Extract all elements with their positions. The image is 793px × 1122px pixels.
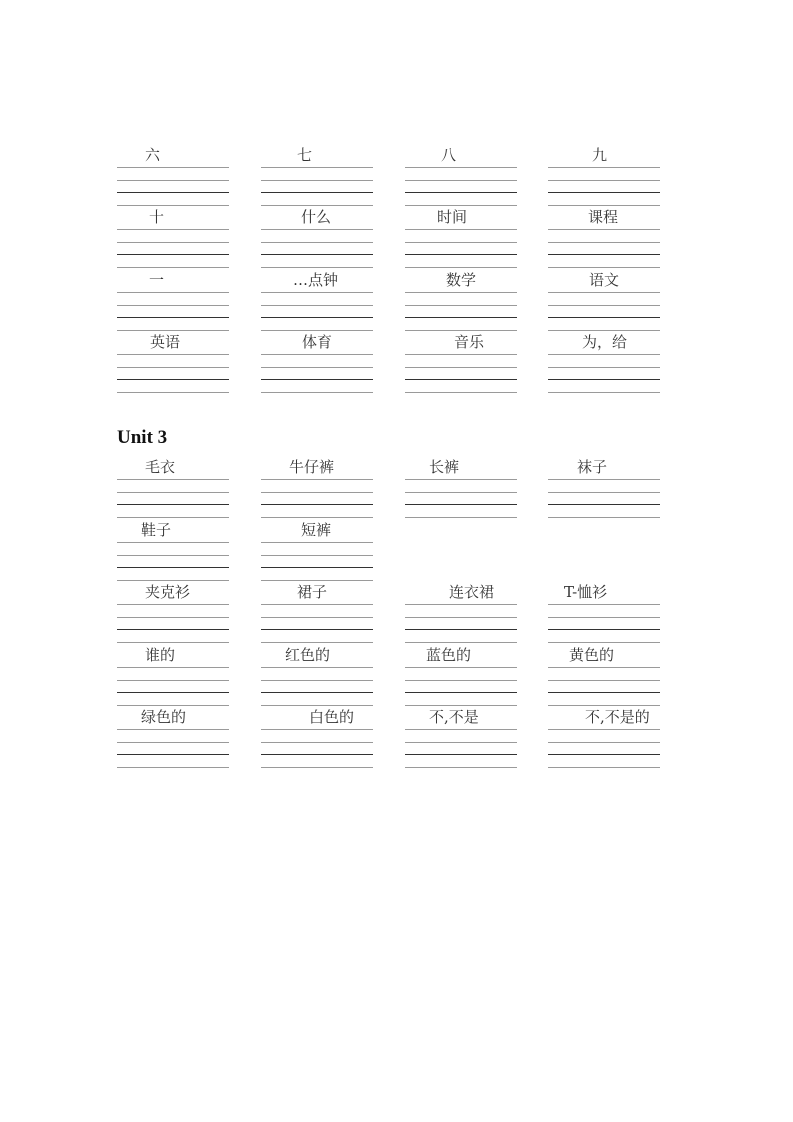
writing-line <box>261 604 373 605</box>
word-label: 长裤 <box>429 458 460 476</box>
writing-line <box>117 354 229 355</box>
writing-line <box>548 354 660 355</box>
word-cell <box>261 455 373 517</box>
word-cell <box>117 705 229 767</box>
writing-line <box>548 617 660 618</box>
writing-line <box>261 742 373 743</box>
writing-baseline <box>548 629 660 630</box>
writing-line <box>117 392 229 393</box>
word-label: 为，给 <box>582 333 628 351</box>
writing-line <box>548 729 660 730</box>
word-label: T-恤衫 <box>564 583 608 601</box>
writing-line <box>117 292 229 293</box>
writing-line <box>117 542 229 543</box>
writing-baseline <box>261 567 373 568</box>
word-label: 英语 <box>150 333 181 351</box>
writing-line <box>261 292 373 293</box>
word-cell <box>261 205 373 267</box>
writing-line <box>117 180 229 181</box>
writing-baseline <box>548 379 660 380</box>
writing-line <box>117 305 229 306</box>
writing-line <box>261 392 373 393</box>
writing-baseline <box>405 317 517 318</box>
word-cell <box>117 268 229 330</box>
word-cell <box>405 268 517 330</box>
word-label: …点钟 <box>293 271 339 289</box>
writing-line <box>117 617 229 618</box>
word-cell <box>117 330 229 392</box>
word-cell <box>405 143 517 205</box>
word-label: 连衣裙 <box>449 583 495 601</box>
writing-line <box>261 367 373 368</box>
writing-line <box>261 354 373 355</box>
word-cell <box>405 580 517 642</box>
writing-line <box>117 729 229 730</box>
word-label: 什么 <box>301 208 332 226</box>
writing-line <box>261 305 373 306</box>
writing-baseline <box>405 504 517 505</box>
writing-baseline <box>261 754 373 755</box>
writing-line <box>405 242 517 243</box>
writing-line <box>261 167 373 168</box>
writing-line <box>548 229 660 230</box>
word-label: 红色的 <box>285 646 331 664</box>
word-cell <box>548 268 660 330</box>
writing-line <box>405 354 517 355</box>
writing-line <box>261 729 373 730</box>
writing-line <box>405 742 517 743</box>
writing-line <box>405 167 517 168</box>
word-label: 不,不是 <box>429 708 479 726</box>
word-cell <box>117 580 229 642</box>
writing-line <box>117 742 229 743</box>
word-label: 蓝色的 <box>426 646 472 664</box>
writing-baseline <box>117 254 229 255</box>
word-cell <box>548 580 660 642</box>
writing-baseline <box>117 379 229 380</box>
writing-baseline <box>405 379 517 380</box>
writing-line <box>405 729 517 730</box>
word-label: 语文 <box>589 271 620 289</box>
writing-line <box>405 680 517 681</box>
writing-line <box>548 305 660 306</box>
writing-line <box>261 229 373 230</box>
writing-line <box>548 767 660 768</box>
writing-line <box>117 167 229 168</box>
writing-line <box>548 517 660 518</box>
writing-line <box>405 180 517 181</box>
writing-line <box>548 680 660 681</box>
word-label: 一 <box>149 271 165 289</box>
writing-line <box>117 555 229 556</box>
word-cell <box>117 143 229 205</box>
word-label: 不,不是的 <box>585 708 650 726</box>
writing-baseline <box>548 754 660 755</box>
writing-line <box>261 479 373 480</box>
writing-line <box>405 492 517 493</box>
word-cell <box>261 705 373 767</box>
word-cell <box>261 580 373 642</box>
writing-line <box>405 392 517 393</box>
word-cell <box>117 518 229 580</box>
writing-line <box>117 367 229 368</box>
writing-baseline <box>405 629 517 630</box>
writing-line <box>261 617 373 618</box>
writing-line <box>548 742 660 743</box>
unit-heading: Unit 3 <box>117 427 168 448</box>
word-cell <box>548 205 660 267</box>
word-label: 谁的 <box>145 646 176 664</box>
word-cell <box>261 518 373 580</box>
writing-line <box>261 555 373 556</box>
word-cell <box>405 705 517 767</box>
word-cell <box>548 330 660 392</box>
word-label: 袜子 <box>577 458 608 476</box>
word-label: 短裤 <box>301 521 332 539</box>
word-label: 时间 <box>437 208 468 226</box>
writing-baseline <box>117 692 229 693</box>
writing-line <box>548 242 660 243</box>
writing-line <box>405 305 517 306</box>
word-label: 白色的 <box>309 708 355 726</box>
writing-baseline <box>548 192 660 193</box>
writing-baseline <box>261 629 373 630</box>
writing-line <box>405 229 517 230</box>
writing-line <box>117 767 229 768</box>
writing-line <box>548 604 660 605</box>
writing-line <box>261 767 373 768</box>
word-cell <box>117 455 229 517</box>
writing-baseline <box>261 692 373 693</box>
word-label: 裙子 <box>297 583 328 601</box>
word-cell <box>548 455 660 517</box>
writing-baseline <box>548 254 660 255</box>
writing-baseline <box>261 317 373 318</box>
writing-line <box>405 667 517 668</box>
word-label: 夹克衫 <box>145 583 191 601</box>
word-label: 八 <box>441 146 457 164</box>
writing-baseline <box>117 754 229 755</box>
writing-baseline <box>117 504 229 505</box>
word-cell <box>405 205 517 267</box>
writing-line <box>261 542 373 543</box>
writing-line <box>405 604 517 605</box>
word-cell <box>548 705 660 767</box>
writing-line <box>548 180 660 181</box>
writing-line <box>261 492 373 493</box>
word-cell <box>117 205 229 267</box>
writing-baseline <box>405 192 517 193</box>
writing-baseline <box>405 692 517 693</box>
word-label: 黄色的 <box>569 646 615 664</box>
writing-baseline <box>117 192 229 193</box>
word-label: 毛衣 <box>145 458 176 476</box>
writing-line <box>117 242 229 243</box>
writing-baseline <box>117 567 229 568</box>
word-cell <box>261 330 373 392</box>
word-label: 课程 <box>588 208 619 226</box>
writing-line <box>405 479 517 480</box>
writing-line <box>548 492 660 493</box>
writing-line <box>548 667 660 668</box>
writing-baseline <box>548 504 660 505</box>
word-label: 牛仔裤 <box>289 458 335 476</box>
word-cell <box>261 643 373 705</box>
writing-line <box>548 367 660 368</box>
writing-line <box>405 292 517 293</box>
word-label: 六 <box>145 146 161 164</box>
writing-line <box>261 680 373 681</box>
writing-line <box>261 180 373 181</box>
word-cell <box>548 143 660 205</box>
writing-baseline <box>261 254 373 255</box>
word-label: 十 <box>149 208 165 226</box>
word-label: 音乐 <box>454 333 485 351</box>
writing-line <box>261 667 373 668</box>
writing-baseline <box>548 317 660 318</box>
writing-baseline <box>117 317 229 318</box>
word-cell <box>405 455 517 517</box>
writing-line <box>405 517 517 518</box>
writing-line <box>117 667 229 668</box>
writing-line <box>405 767 517 768</box>
writing-line <box>548 479 660 480</box>
word-cell <box>405 330 517 392</box>
word-label: 体育 <box>302 333 333 351</box>
writing-line <box>548 167 660 168</box>
word-cell <box>117 643 229 705</box>
writing-line <box>261 242 373 243</box>
word-label: 九 <box>592 146 608 164</box>
writing-baseline <box>261 192 373 193</box>
writing-line <box>405 617 517 618</box>
writing-line <box>117 604 229 605</box>
word-label: 鞋子 <box>141 521 172 539</box>
word-cell <box>405 643 517 705</box>
writing-line <box>117 479 229 480</box>
writing-baseline <box>548 692 660 693</box>
writing-line <box>117 492 229 493</box>
word-label: 数学 <box>446 271 477 289</box>
writing-baseline <box>117 629 229 630</box>
writing-line <box>548 292 660 293</box>
writing-baseline <box>405 754 517 755</box>
writing-line <box>405 367 517 368</box>
writing-baseline <box>261 504 373 505</box>
word-cell <box>261 268 373 330</box>
word-cell <box>261 143 373 205</box>
word-cell <box>548 643 660 705</box>
word-label: 绿色的 <box>141 708 187 726</box>
writing-line <box>117 680 229 681</box>
writing-baseline <box>405 254 517 255</box>
word-label: 七 <box>297 146 313 164</box>
writing-line <box>117 229 229 230</box>
writing-line <box>548 392 660 393</box>
writing-baseline <box>261 379 373 380</box>
